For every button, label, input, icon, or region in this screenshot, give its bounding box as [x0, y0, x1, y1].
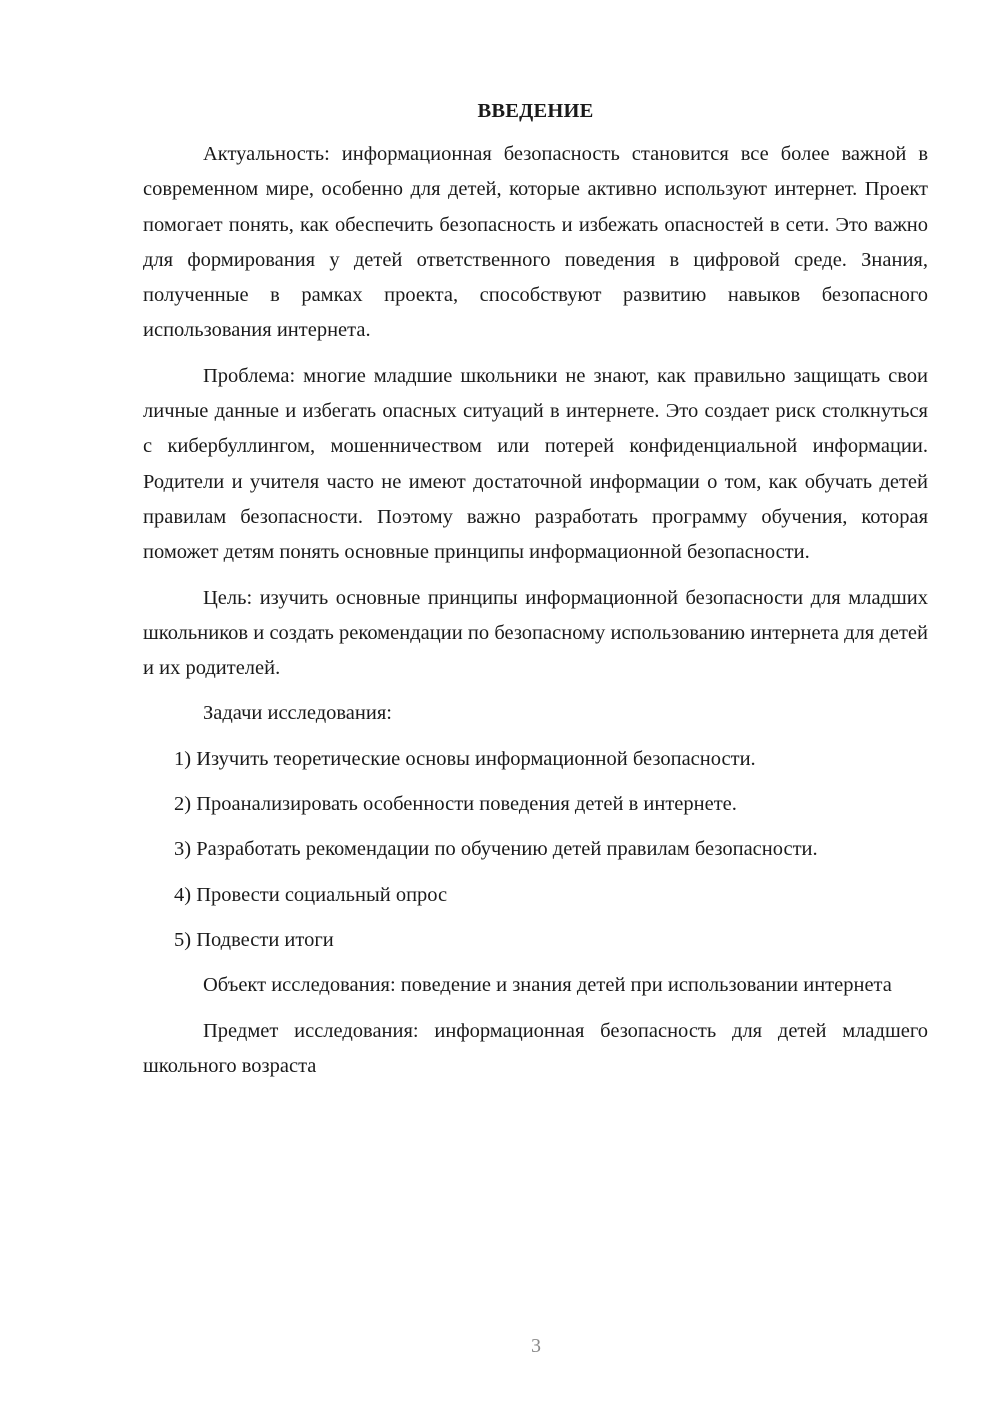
goal-paragraph: Цель: изучить основные принципы информационной безопасности для младших школьников и создать рекомендации по безопасному использованию интернета для детей и их родителей.: [143, 586, 928, 680]
subject-paragraph: Предмет исследования: информационная безопасность для детей младшего школьного возраста: [143, 1019, 928, 1077]
task-item-1: 1) Изучить теоретические основы информационной безопасности.: [174, 747, 756, 770]
object-paragraph: Объект исследования: поведение и знания детей при использовании интернета: [203, 974, 892, 997]
task-item-3: 3) Разработать рекомендации по обучению детей правилам безопасности.: [174, 838, 818, 861]
tasks-heading: Задачи исследования:: [203, 702, 392, 725]
task-item-5: 5) Подвести итоги: [174, 928, 334, 951]
task-item-2: 2) Проанализировать особенности поведения детей в интернете.: [174, 793, 737, 816]
document-page: [143, 95, 928, 1094]
task-item-4: 4) Провести социальный опрос: [174, 883, 448, 906]
problem-paragraph: Проблема: многие младшие школьники не знают, как правильно защищать свои личные данные и избегать опасных ситуаций в интернете. Это создает риск столкнуться с кибербуллингом, мошенничеством или потерей конфиденциальной информации. Родители и учителя часто не имеют достаточной информации о том, как обучать детей правилам безопасности. Поэтому важно разработать программу обучения, которая поможет детям понять основные принципы информационной безопасности.: [143, 364, 928, 564]
section-title: ВВЕДЕНИЕ: [477, 100, 594, 122]
relevance-paragraph: Актуальность: информационная безопасность становится все более важной в современном мире, особенно для детей, которые активно используют интернет. Проект помогает понять, как обеспечить безопасность и избежать опасностей в сети. Это важно для формирования у детей ответственного поведения в цифровой среде. Знания, полученные в рамках проекта, способствуют развитию навыков безопасного использования интернета.: [143, 143, 928, 342]
tasks-list: [143, 742, 928, 958]
page-number: 3: [531, 1335, 541, 1357]
